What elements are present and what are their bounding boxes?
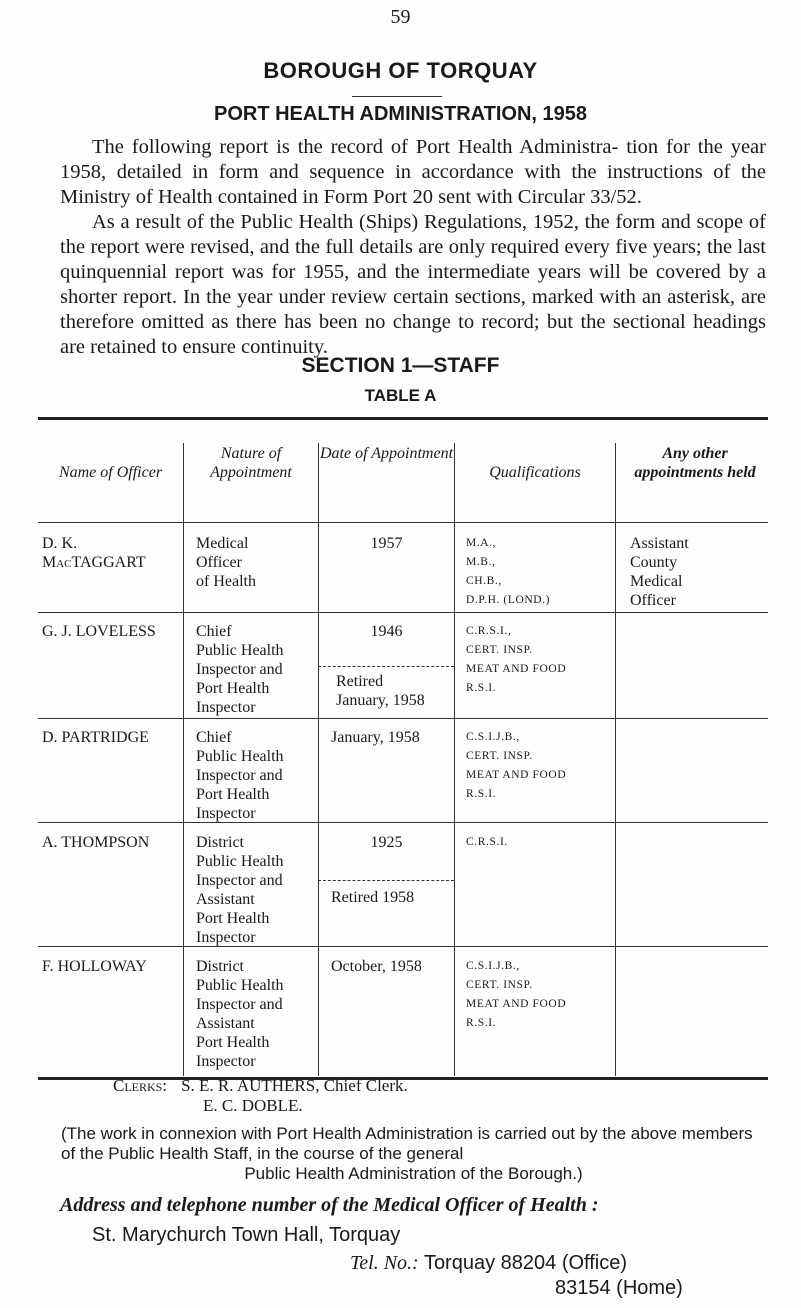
page-heading: BOROUGH OF TORQUAY	[263, 58, 538, 83]
appointment-date: October, 1958	[331, 958, 422, 975]
page-number: 59	[390, 6, 411, 28]
retirement-date: Retired 1958	[331, 889, 415, 906]
page-subheading: PORT HEALTH ADMINISTRATION, 1958	[214, 103, 587, 125]
note-line-1: (The work in connexion with Port Health Administration is carried out by the above members of the Public Health Staff, in the course of the general	[61, 1124, 753, 1163]
appointment-nature: Medical Officer of Health	[196, 535, 256, 590]
intro-text	[60, 135, 766, 360]
column-divider	[615, 443, 616, 1076]
qualifications: C.S.I.J.B., CERT. INSP. MEAT AND FOOD R.S.I.	[466, 731, 567, 800]
row-divider	[38, 612, 768, 613]
row-divider	[38, 718, 768, 719]
other-appointments: Assistant County Medical Officer	[630, 535, 689, 609]
second-clerk: E. C. DOBLE.	[203, 1096, 303, 1115]
chief-clerk: S. E. R. AUTHERS, Chief Clerk.	[181, 1076, 408, 1095]
appointment-nature: Chief Public Health Inspector and Port Health Inspector	[196, 729, 284, 822]
retirement-date: Retired January, 1958	[336, 673, 425, 709]
column-divider	[454, 443, 455, 1076]
address-line: St. Marychurch Town Hall, Torquay	[92, 1224, 401, 1246]
officer-name: F. HOLLOWAY	[42, 958, 147, 975]
telephone-office-number: Torquay 88204 (Office)	[423, 1252, 628, 1274]
row-divider	[38, 522, 768, 523]
header-qualifications: Qualifications	[489, 464, 581, 481]
officer-name: D. PARTRIDGE	[42, 729, 149, 746]
officer-name: G. J. LOVELESS	[42, 623, 156, 640]
address-heading: Address and telephone number of the Medical Officer of Health :	[60, 1194, 599, 1216]
sub-row-divider	[318, 666, 454, 667]
appointment-date: 1957	[370, 535, 403, 552]
staff-note	[61, 1124, 766, 1184]
appointment-nature: District Public Health Inspector and Assistant Port Health Inspector	[196, 958, 284, 1070]
qualifications: M.A., M.B., CH.B., D.P.H. (LOND.)	[466, 537, 551, 606]
telephone-home: 83154 (Home)	[555, 1277, 683, 1299]
qualifications: C.R.S.I., CERT. INSP. MEAT AND FOOD R.S.I.	[466, 625, 567, 694]
qualifications: C.S.I.J.B., CERT. INSP. MEAT AND FOOD R.S.I.	[466, 960, 567, 1029]
table-title: TABLE A	[364, 386, 437, 405]
header-nature: Nature of Appointment	[210, 445, 292, 481]
table-top-rule	[38, 417, 768, 420]
header-date: Date of Appointment	[319, 445, 454, 462]
intro-paragraph-1: The following report is the record of Port Health Administra- tion for the year 1958, detailed in form and sequence in accordance with the instructions of the Ministry of Health contained in Form Port 20 sent with Circular 33/52.	[60, 136, 766, 208]
officer-name: D. K. MacTAGGART	[42, 535, 146, 571]
telephone-label: Tel. No.:	[350, 1252, 419, 1274]
column-divider	[183, 443, 184, 1076]
appointment-nature: District Public Health Inspector and Assistant Port Health Inspector	[196, 834, 284, 946]
appointment-date: January, 1958	[331, 729, 420, 746]
row-divider	[38, 822, 768, 823]
header-name: Name of Officer	[58, 464, 163, 481]
section-title: SECTION 1—STAFF	[301, 354, 500, 377]
clerks-label: Clerks:	[113, 1076, 168, 1095]
qualifications: C.R.S.I.	[466, 836, 508, 848]
header-other: Any other appointments held	[634, 445, 756, 481]
row-divider	[38, 946, 768, 947]
sub-row-divider	[318, 880, 454, 881]
appointment-date: 1946	[370, 623, 403, 640]
officer-name: A. THOMPSON	[42, 834, 150, 851]
telephone-office	[350, 1252, 627, 1275]
appointment-nature: Chief Public Health Inspector and Port Health Inspector	[196, 623, 284, 716]
appointment-date: 1925	[370, 834, 403, 851]
clerks-line	[113, 1076, 408, 1096]
intro-paragraph-2: As a result of the Public Health (Ships) Regulations, 1952, the form and scope of the report were revised, and the full details are only required every five years; the last quinquennial report was for 1955, and the intermediate years will be covered by a shorter report. In the year under review certain sections, marked with an asterisk, are therefore omitted as there has been no change to record; but the sectional headings are retained to ensure continuity.	[60, 211, 766, 358]
note-line-2: Public Health Administration of the Borough.)	[244, 1164, 583, 1183]
heading-divider	[352, 96, 442, 97]
